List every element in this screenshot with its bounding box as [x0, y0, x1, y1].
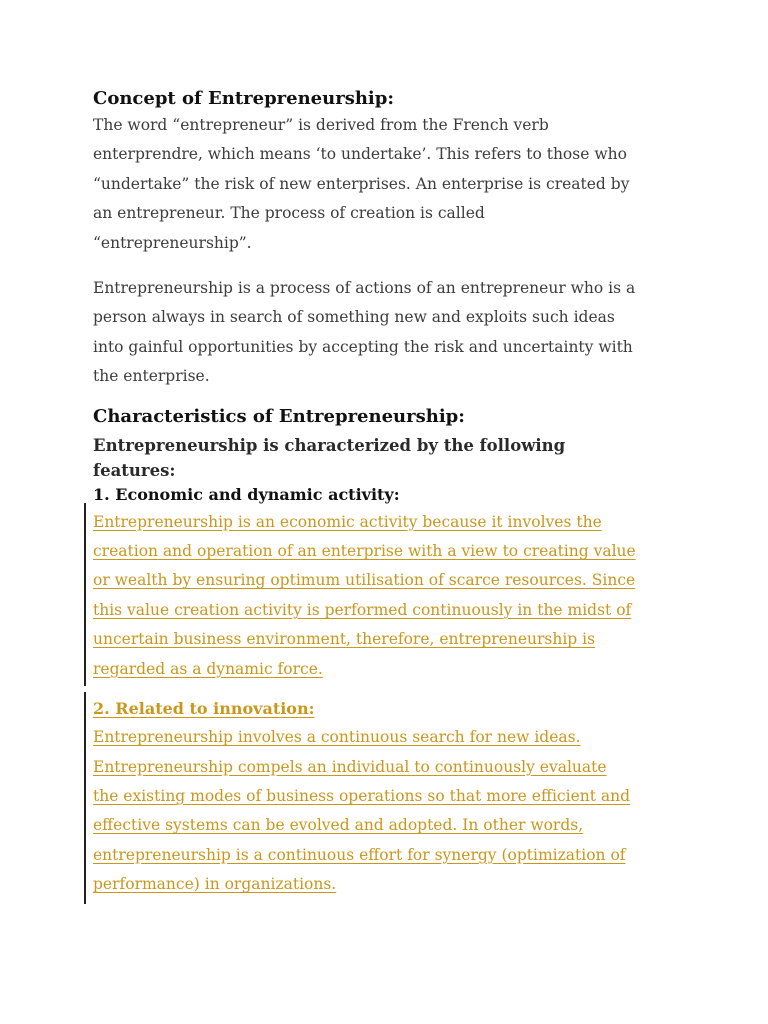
concept-paragraph-2 — [93, 274, 683, 392]
tracked-line: regarded as a dynamic force. — [93, 659, 323, 678]
tracked-line: entrepreneurship is a continuous effort for synergy (optimization of — [93, 845, 626, 864]
item-1-title: 1. Economic and dynamic activity: — [93, 484, 400, 504]
tracked-line: creation and operation of an enterprise with a view to creating value — [93, 542, 636, 561]
item-2-title: 2. Related to innovation: — [93, 699, 315, 719]
text-line: Entrepreneurship is a process of actions of an entrepreneur who is a — [93, 279, 636, 298]
text-line: “undertake” the risk of new enterprises. An enterprise is created by — [93, 174, 630, 193]
change-bar — [84, 503, 86, 686]
tracked-line: or wealth by ensuring optimum utilisation of scarce resources. Since — [93, 571, 636, 590]
characteristics-heading: Characteristics of Entrepreneurship: — [93, 405, 465, 427]
tracked-line: Entrepreneurship compels an individual to continuously evaluate — [93, 757, 607, 776]
document-body — [93, 86, 683, 900]
concept-paragraph-1 — [93, 111, 683, 258]
text-line: The word “entrepreneur” is derived from the French verb — [93, 116, 549, 134]
tracked-line: the existing modes of business operations so that more efficient and — [93, 786, 631, 805]
tracked-line: Entrepreneurship involves a continuous search for new ideas. — [93, 728, 581, 747]
text-line: enterprendre, which means ‘to undertake’. This refers to those who — [93, 145, 627, 164]
text-line: into gainful opportunities by accepting the risk and uncertainty with — [93, 337, 633, 356]
text-line: Entrepreneurship is characterized by the following — [93, 435, 566, 455]
tracked-change-block-2 — [93, 694, 683, 899]
tracked-line: uncertain business environment, therefore, entrepreneurship is — [93, 630, 596, 649]
tracked-change-block-1 — [93, 508, 683, 684]
item-2-text — [93, 723, 683, 899]
tracked-line: Entrepreneurship is an economic activity because it involves the — [93, 512, 602, 531]
text-line: an entrepreneur. The process of creation is called — [93, 204, 485, 223]
tracked-line: effective systems can be evolved and adopted. In other words, — [93, 816, 584, 835]
change-bar — [84, 692, 86, 903]
text-line: the enterprise. — [93, 367, 210, 386]
concept-heading: Concept of Entrepreneurship: — [93, 88, 394, 109]
text-line: person always in search of something new and exploits such ideas — [93, 308, 615, 327]
item-1-text — [93, 508, 683, 684]
characteristics-intro — [93, 432, 683, 482]
tracked-line: performance) in organizations. — [93, 875, 337, 894]
tracked-line: this value creation activity is performed continuously in the midst of — [93, 600, 632, 619]
text-line: “entrepreneurship”. — [93, 233, 252, 252]
text-line: features: — [93, 460, 176, 480]
